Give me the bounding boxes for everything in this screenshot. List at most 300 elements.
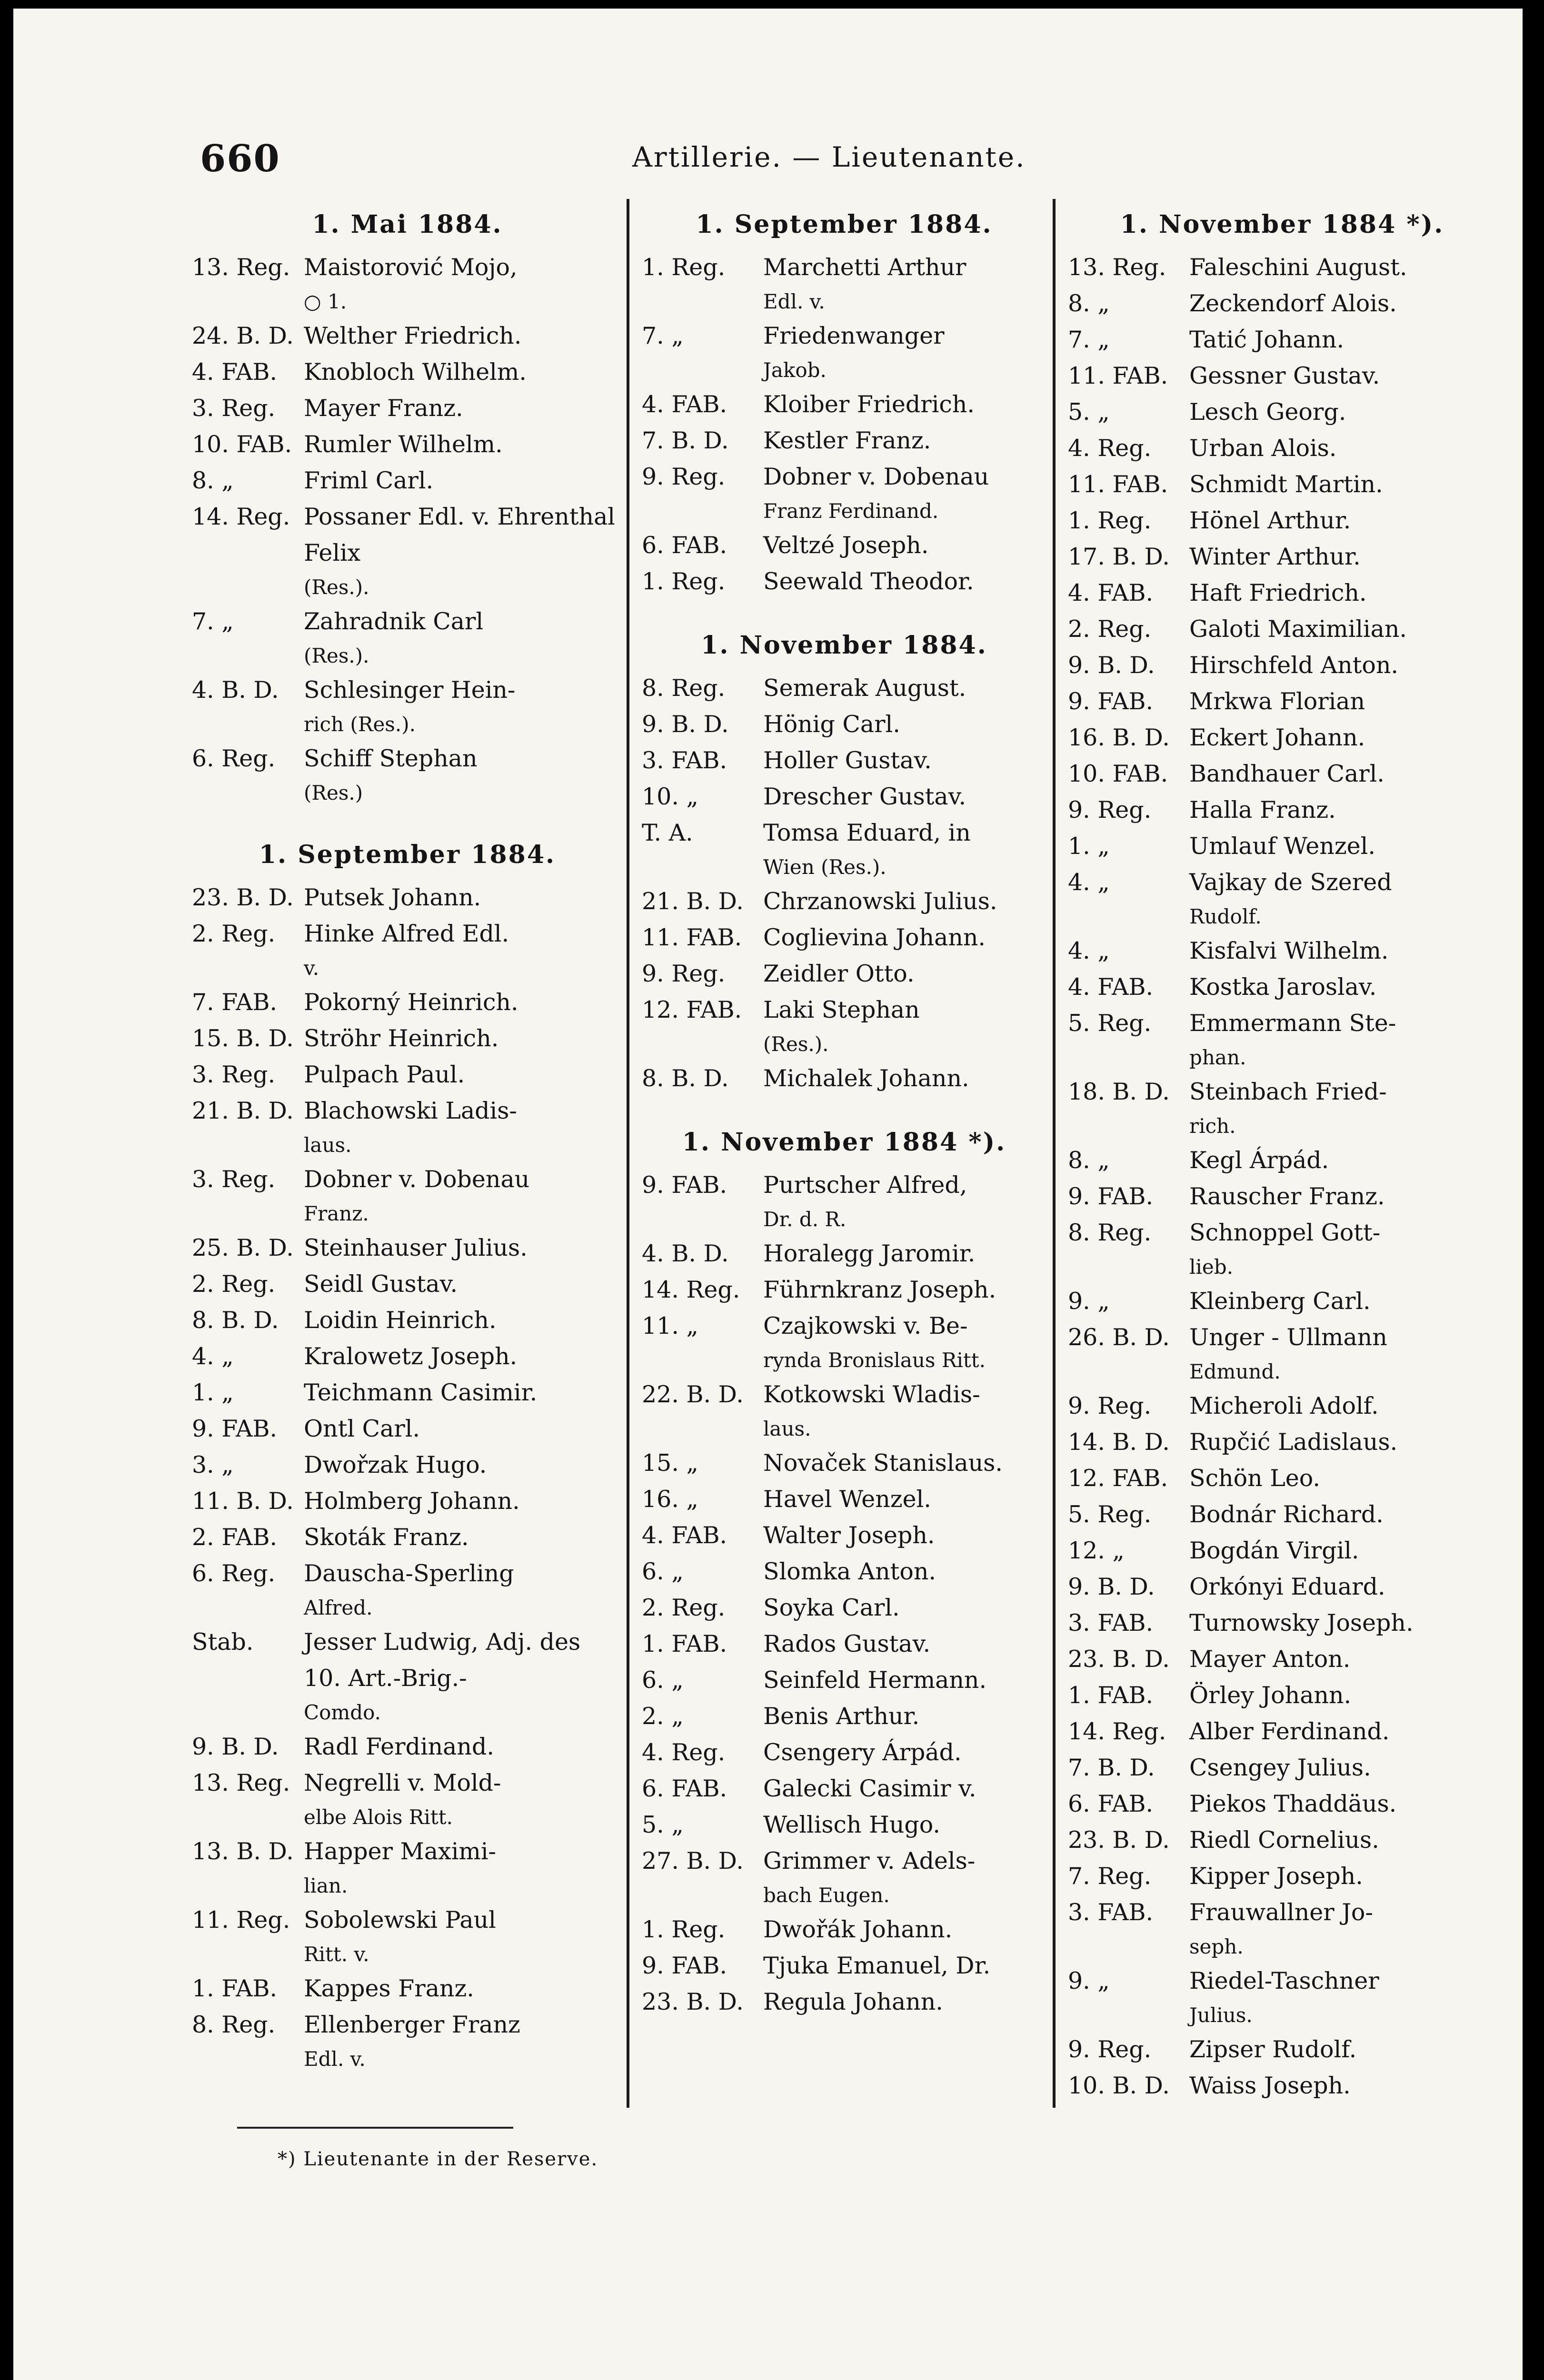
entry-unit: 11. FAB. (642, 924, 742, 951)
entry-name: Galoti Maximilian. (1189, 615, 1407, 643)
entry-continuation: lieb. (1189, 1255, 1233, 1279)
entry-name-block (763, 670, 1046, 706)
entry-unit: 3. FAB. (1068, 1609, 1154, 1636)
roster-entry (1068, 1822, 1496, 1858)
footnote-rule (237, 2127, 513, 2129)
roster-entry (642, 387, 1046, 423)
roster-entry (192, 1266, 623, 1302)
entry-name: Rumler Wilhelm. (304, 431, 503, 458)
entry-name-block (304, 1902, 623, 1971)
entry-name-block (304, 741, 623, 809)
entry-name: Eckert Johann. (1189, 724, 1365, 751)
entry-name-block (304, 2007, 623, 2075)
entry-unit: 11. Reg. (192, 1906, 290, 1934)
entry-name-block (304, 1375, 623, 1411)
entry-name-block (1189, 1005, 1496, 1074)
entry-name: Dobner v. Dobenau (304, 1166, 530, 1193)
entry-name-block (763, 1843, 1046, 1912)
entry-unit: 21. B. D. (642, 888, 744, 915)
entry-name-block (763, 1626, 1046, 1662)
entry-name-block (1189, 2068, 1496, 2104)
entry-name-block (304, 1556, 623, 1624)
entry-name: Hönig Carl. (763, 711, 900, 738)
entry-name: Ströhr Heinrich. (304, 1025, 499, 1052)
entry-name-block (1189, 1424, 1496, 1460)
entry-name-block (304, 1971, 623, 2007)
entry-name-block (763, 1377, 1046, 1445)
entry-name: Alber Ferdinand. (1189, 1718, 1390, 1745)
entry-continuation: phan. (1189, 1046, 1246, 1069)
roster-entry (1068, 539, 1496, 575)
entry-continuation: (Res.) (304, 781, 363, 804)
entry-name-block (763, 1735, 1046, 1771)
entry-continuation: Alfred. (304, 1596, 373, 1619)
entry-name-block (1189, 1319, 1496, 1388)
entry-name-block (304, 984, 623, 1021)
entry-name: Seewald Theodor. (763, 568, 974, 595)
entry-unit: 23. B. D. (642, 1988, 744, 2015)
entry-unit: 13. Reg. (192, 1769, 290, 1796)
roster-entry (192, 1230, 623, 1266)
entry-name: Zeckendorf Alois. (1189, 290, 1397, 317)
roster-entry (642, 1377, 1046, 1445)
entry-continuation: Franz. (304, 1202, 369, 1225)
entry-name-block (1189, 358, 1496, 394)
entry-name-block (763, 527, 1046, 564)
entry-name-block (763, 1984, 1046, 2020)
roster-entry (1068, 1963, 1496, 2032)
entry-name: Blachowski Ladis- (304, 1097, 517, 1124)
entry-name: Pulpach Paul. (304, 1061, 465, 1088)
entry-name: Possaner Edl. v. Ehrenthal Felix (304, 503, 615, 566)
roster-entry (642, 1308, 1046, 1377)
entry-name: Örley Johann. (1189, 1682, 1352, 1709)
entry-name-block (1189, 828, 1496, 864)
entry-unit: 1. Reg. (1068, 507, 1152, 534)
entry-name-block (763, 1554, 1046, 1590)
entry-unit: 23. B. D. (1068, 1826, 1170, 1854)
page-header (13, 128, 1523, 185)
entry-unit: 13. B. D. (192, 1838, 294, 1865)
entry-name-block (763, 920, 1046, 956)
roster-entry (642, 920, 1046, 956)
entry-name: Kotkowski Wladis- (763, 1381, 980, 1408)
roster-entry (642, 1517, 1046, 1554)
entry-name: Michalek Johann. (763, 1065, 969, 1092)
entry-unit: 23. B. D. (192, 884, 294, 911)
entry-unit: 4. FAB. (642, 1522, 727, 1549)
entry-continuation: lian. (304, 1874, 348, 1897)
roster-entry (1068, 1179, 1496, 1215)
entry-unit: 9. B. D. (642, 711, 729, 738)
page-number: 660 (200, 137, 280, 180)
entry-unit: 4. „ (192, 1343, 234, 1370)
entry-name-block (304, 249, 623, 318)
entry-continuation: (Res.). (763, 1032, 829, 1056)
entry-unit: 9. FAB. (642, 1952, 727, 1979)
entry-name-block (763, 1236, 1046, 1272)
entry-unit: 9. Reg. (642, 960, 726, 987)
entry-name-block (1189, 430, 1496, 466)
entry-name-block (763, 956, 1046, 992)
entry-name: Mrkwa Florian (1189, 688, 1365, 715)
entry-name: Friedenwanger (763, 322, 945, 349)
roster-entry (642, 423, 1046, 459)
entry-unit: 4. „ (1068, 937, 1110, 964)
entry-name-block (1189, 611, 1496, 647)
roster-entry (1068, 1388, 1496, 1424)
entry-name-block (763, 1308, 1046, 1377)
roster-entry (1068, 1215, 1496, 1283)
entry-name: Ellenberger Franz (304, 2011, 520, 2038)
entry-name-block (304, 604, 623, 672)
entry-unit: 4. B. D. (642, 1240, 729, 1267)
entry-name: Mayer Anton. (1189, 1646, 1351, 1673)
roster-entry (1068, 864, 1496, 933)
entry-unit: 6. FAB. (642, 532, 727, 559)
entry-unit: 22. B. D. (642, 1381, 744, 1408)
roster-entry (642, 1662, 1046, 1698)
entry-name: Walter Joseph. (763, 1522, 935, 1549)
entry-unit: 15. „ (642, 1449, 698, 1477)
roster-entry (192, 1834, 623, 1902)
entry-unit: 17. B. D. (1068, 543, 1170, 570)
entry-name: Skoták Franz. (304, 1524, 469, 1551)
roster-entry (642, 706, 1046, 743)
entry-name: Micheroli Adolf. (1189, 1392, 1379, 1419)
entry-name: Dwořzak Hugo. (304, 1451, 487, 1478)
roster-entry (1068, 575, 1496, 611)
entry-unit: 21. B. D. (192, 1097, 294, 1124)
entry-unit: 7. FAB. (192, 989, 278, 1016)
entry-unit: 7. B. D. (1068, 1754, 1155, 1781)
entry-unit: 8. „ (192, 467, 234, 494)
entry-unit: 6. Reg. (192, 1560, 276, 1587)
entry-name-block (1189, 1388, 1496, 1424)
entry-name-block (304, 1339, 623, 1375)
entry-unit: 7. Reg. (1068, 1863, 1152, 1890)
roster-entry (192, 463, 623, 499)
entry-name-block (763, 1167, 1046, 1236)
entry-name: Kipper Joseph. (1189, 1863, 1363, 1890)
entry-unit: 3. „ (192, 1451, 234, 1478)
entry-name: Purtscher Alfred, (763, 1171, 967, 1199)
entry-unit: 16. B. D. (1068, 724, 1170, 751)
column-1 (192, 199, 623, 2132)
roster-entry (1068, 466, 1496, 503)
entry-name: Wellisch Hugo. (763, 1811, 940, 1838)
entry-unit: 1. FAB. (192, 1975, 278, 2002)
entry-unit: 12. „ (1068, 1537, 1125, 1564)
entry-unit: 3. FAB. (1068, 1899, 1154, 1926)
entry-unit: 13. Reg. (1068, 254, 1166, 281)
entry-unit: 4. FAB. (1068, 973, 1154, 1001)
roster-entry (1068, 1714, 1496, 1750)
entry-name-block (1189, 684, 1496, 720)
entry-unit: 3. Reg. (192, 395, 276, 422)
entry-unit: 2. Reg. (642, 1594, 726, 1621)
entry-unit: 13. Reg. (192, 254, 290, 281)
entry-name-block (1189, 1858, 1496, 1894)
entry-unit: 10. FAB. (192, 431, 292, 458)
entry-unit: 6. Reg. (192, 745, 276, 772)
entry-unit: 9. B. D. (1068, 652, 1155, 679)
entry-name: Rupčić Ladislaus. (1189, 1428, 1398, 1456)
entry-unit: 6. FAB. (1068, 1790, 1154, 1817)
entry-name: Gessner Gustav. (1189, 362, 1380, 389)
entry-name: Zahradnik Carl (304, 608, 484, 635)
entry-name-block (1189, 466, 1496, 503)
entry-unit: 4. FAB. (192, 358, 278, 386)
entry-name: Schmidt Martin. (1189, 471, 1383, 498)
entry-name: Tomsa Eduard, in (763, 819, 971, 846)
entry-name: Hinke Alfred Edl. (304, 920, 509, 947)
entry-continuation: Edmund. (1189, 1360, 1281, 1383)
entry-name-block (1189, 1786, 1496, 1822)
entry-unit: 4. „ (1068, 869, 1110, 896)
entry-name: Holler Gustav. (763, 747, 932, 774)
entry-name: Csengery Árpád. (763, 1739, 962, 1766)
entry-name: Unger - Ullmann (1189, 1324, 1387, 1351)
entry-name: Jesser Ludwig, Adj. des 10. Art.-Brig.- (304, 1628, 581, 1692)
roster-entry (192, 1375, 623, 1411)
entry-name: Loidin Heinrich. (304, 1307, 497, 1334)
entry-name-block (763, 459, 1046, 527)
roster-entry (642, 1590, 1046, 1626)
roster-entry (1068, 720, 1496, 756)
entry-name: Kostka Jaroslav. (1189, 973, 1377, 1001)
entry-name: Coglievina Johann. (763, 924, 986, 951)
entry-name: Kappes Franz. (304, 1975, 474, 2002)
entry-unit: 4. FAB. (1068, 579, 1154, 606)
entry-unit: 5. „ (1068, 398, 1110, 426)
entry-unit: 8. Reg. (1068, 1219, 1152, 1246)
entry-name-block (304, 1411, 623, 1447)
roster-entry (1068, 2068, 1496, 2104)
entry-name: Hirschfeld Anton. (1189, 652, 1398, 679)
entry-name-block (763, 1948, 1046, 1984)
roster-entry (1068, 684, 1496, 720)
roster-entry (642, 1807, 1046, 1843)
entry-continuation: rich (Res.). (304, 713, 416, 736)
entry-name: Knobloch Wilhelm. (304, 358, 527, 386)
column-rule-1 (627, 199, 629, 2108)
entry-unit: T. A. (642, 819, 693, 846)
entry-name: Mayer Franz. (304, 395, 463, 422)
roster-entry (1068, 969, 1496, 1005)
entry-name: Holmberg Johann. (304, 1488, 520, 1515)
entry-unit: 9. FAB. (1068, 1183, 1154, 1210)
roster-entry (1068, 1750, 1496, 1786)
roster-entry (1068, 1786, 1496, 1822)
roster-entry (1068, 1460, 1496, 1497)
running-title: Artillerie. — Lieutenante. (632, 141, 1026, 173)
entry-name: Urban Alois. (1189, 435, 1337, 462)
entry-name: Benis Arthur. (763, 1703, 920, 1730)
entry-name: Dobner v. Dobenau (763, 463, 989, 490)
entry-continuation: Dr. d. R. (763, 1208, 847, 1231)
entry-name: Tatić Johann. (1189, 326, 1345, 353)
entry-name-block (304, 1729, 623, 1765)
entry-name-block (1189, 1750, 1496, 1786)
entry-name: Schön Leo. (1189, 1465, 1320, 1492)
entry-name: Radl Ferdinand. (304, 1733, 494, 1760)
entry-name-block (763, 815, 1046, 883)
roster-entry (1068, 249, 1496, 286)
entry-unit: 5. Reg. (1068, 1501, 1152, 1528)
entry-name-block (763, 883, 1046, 920)
entry-unit: 14. B. D. (1068, 1428, 1170, 1456)
entry-unit: 3. Reg. (192, 1061, 276, 1088)
entry-name: Faleschini August. (1189, 254, 1407, 281)
entry-unit: 8. „ (1068, 1147, 1110, 1174)
entry-unit: 9. Reg. (1068, 1392, 1152, 1419)
entry-name: Bandhauer Carl. (1189, 760, 1385, 787)
section-heading: 1. September 1884. (259, 840, 556, 869)
entry-name-block (304, 1834, 623, 1902)
entry-unit: 16. „ (642, 1486, 698, 1513)
roster-entry (192, 880, 623, 916)
entry-name-block (1189, 864, 1496, 933)
entry-name-block (304, 318, 623, 354)
roster-entry (642, 1481, 1046, 1517)
entry-name: Kleinberg Carl. (1189, 1288, 1371, 1315)
entry-name-block (1189, 286, 1496, 322)
roster-entry (1068, 1074, 1496, 1142)
roster-entry (192, 318, 623, 354)
roster-entry (642, 1698, 1046, 1735)
entry-name: Führnkranz Joseph. (763, 1276, 996, 1303)
entry-continuation: Edl. v. (304, 2047, 366, 2071)
entry-name: Maistorović Mojo, (304, 254, 518, 281)
entry-name: Ontl Carl. (304, 1415, 420, 1442)
entry-name: Horalegg Jaromir. (763, 1240, 976, 1267)
entry-name: Putsek Johann. (304, 884, 481, 911)
entry-name-block (1189, 1074, 1496, 1142)
entry-name-block (1189, 1894, 1496, 1963)
entry-name: Kisfalvi Wilhelm. (1189, 937, 1389, 964)
entry-name: Rados Gustav. (763, 1630, 931, 1657)
entry-name-block (763, 318, 1046, 387)
entry-unit: 18. B. D. (1068, 1078, 1170, 1105)
entry-unit: Stab. (192, 1628, 254, 1656)
entry-name: Schlesinger Hein- (304, 676, 516, 704)
roster-entry (1068, 1533, 1496, 1569)
entry-unit: 11. B. D. (192, 1488, 294, 1515)
entry-name: Dauscha-Sperling (304, 1560, 514, 1587)
entry-name-block (1189, 1179, 1496, 1215)
entry-name: Steinhauser Julius. (304, 1234, 528, 1261)
entry-name-block (763, 1590, 1046, 1626)
entry-name: Riedl Cornelius. (1189, 1826, 1379, 1854)
entry-unit: 7. „ (1068, 326, 1110, 353)
entry-continuation: seph. (1189, 1935, 1244, 1958)
entry-name: Welther Friedrich. (304, 322, 522, 349)
column-rule-2 (1053, 199, 1056, 2108)
roster-entry (642, 815, 1046, 883)
footnote: *) Lieutenante in der Reserve. (278, 2148, 598, 2170)
roster-entry (1068, 611, 1496, 647)
entry-name-block (763, 249, 1046, 318)
roster-entry (1068, 1005, 1496, 1074)
roster-entry (1068, 1497, 1496, 1533)
entry-name-block (1189, 394, 1496, 430)
entry-name: Halla Franz. (1189, 796, 1336, 823)
entry-name-block (763, 992, 1046, 1061)
roster-entry (192, 2007, 623, 2075)
roster-entry (1068, 828, 1496, 864)
section-heading: 1. September 1884. (696, 210, 993, 239)
entry-unit: 10. FAB. (1068, 760, 1168, 787)
entry-continuation: v. (304, 956, 319, 980)
entry-unit: 11. FAB. (1068, 471, 1168, 498)
entry-name-block (304, 1161, 623, 1230)
entry-name-block (1189, 1497, 1496, 1533)
entry-name-block (304, 354, 623, 390)
entry-name-block (1189, 575, 1496, 611)
entry-continuation: Edl. v. (763, 290, 825, 313)
entry-unit: 4. B. D. (192, 676, 279, 704)
entry-unit: 7. „ (192, 608, 234, 635)
entry-name-block (304, 1302, 623, 1339)
entry-continuation: Rudolf. (1189, 905, 1262, 928)
entry-name: Lesch Georg. (1189, 398, 1346, 426)
entry-name: Teichmann Casimir. (304, 1379, 538, 1406)
roster-entry (192, 1624, 623, 1729)
roster-entry (192, 1447, 623, 1483)
entry-name-block (304, 390, 623, 426)
entry-name: Czajkowski v. Be- (763, 1312, 968, 1339)
entry-name: Tjuka Emanuel, Dr. (763, 1952, 991, 1979)
entry-name: Rauscher Franz. (1189, 1183, 1385, 1210)
entry-name-block (763, 1912, 1046, 1948)
roster-entry (1068, 1283, 1496, 1319)
entry-name: Bodnár Richard. (1189, 1501, 1384, 1528)
roster-entry (1068, 1605, 1496, 1641)
entry-name-block (304, 1093, 623, 1161)
entry-unit: 1. „ (192, 1379, 234, 1406)
entry-name-block (763, 743, 1046, 779)
entry-name: Happer Maximi- (304, 1838, 497, 1865)
section-heading: 1. November 1884. (701, 631, 987, 660)
roster-entry (192, 1021, 623, 1057)
entry-unit: 24. B. D. (192, 322, 294, 349)
entry-name-block (1189, 1677, 1496, 1714)
entry-name-block (304, 1624, 623, 1729)
roster-entry (642, 249, 1046, 318)
entry-name: Orkónyi Eduard. (1189, 1573, 1385, 1600)
entry-name-block (1189, 1215, 1496, 1283)
roster-entry (192, 1902, 623, 1971)
entry-name-block (304, 880, 623, 916)
entry-name: Winter Arthur. (1189, 543, 1361, 570)
roster-entry (642, 564, 1046, 600)
entry-unit: 25. B. D. (192, 1234, 294, 1261)
entry-name-block (1189, 503, 1496, 539)
roster-entry (1068, 430, 1496, 466)
entry-name-block (304, 499, 623, 604)
entry-name: Grimmer v. Adels- (763, 1847, 976, 1874)
entry-name: Riedel-Taschner (1189, 1967, 1379, 1994)
entry-name: Friml Carl. (304, 467, 434, 494)
roster-entry (1068, 394, 1496, 430)
entry-name-block (1189, 1714, 1496, 1750)
roster-entry (642, 1948, 1046, 1984)
entry-unit: 14. Reg. (192, 503, 290, 530)
entry-unit: 23. B. D. (1068, 1646, 1170, 1673)
entry-name-block (763, 1807, 1046, 1843)
entry-name: Haft Friedrich. (1189, 579, 1367, 606)
